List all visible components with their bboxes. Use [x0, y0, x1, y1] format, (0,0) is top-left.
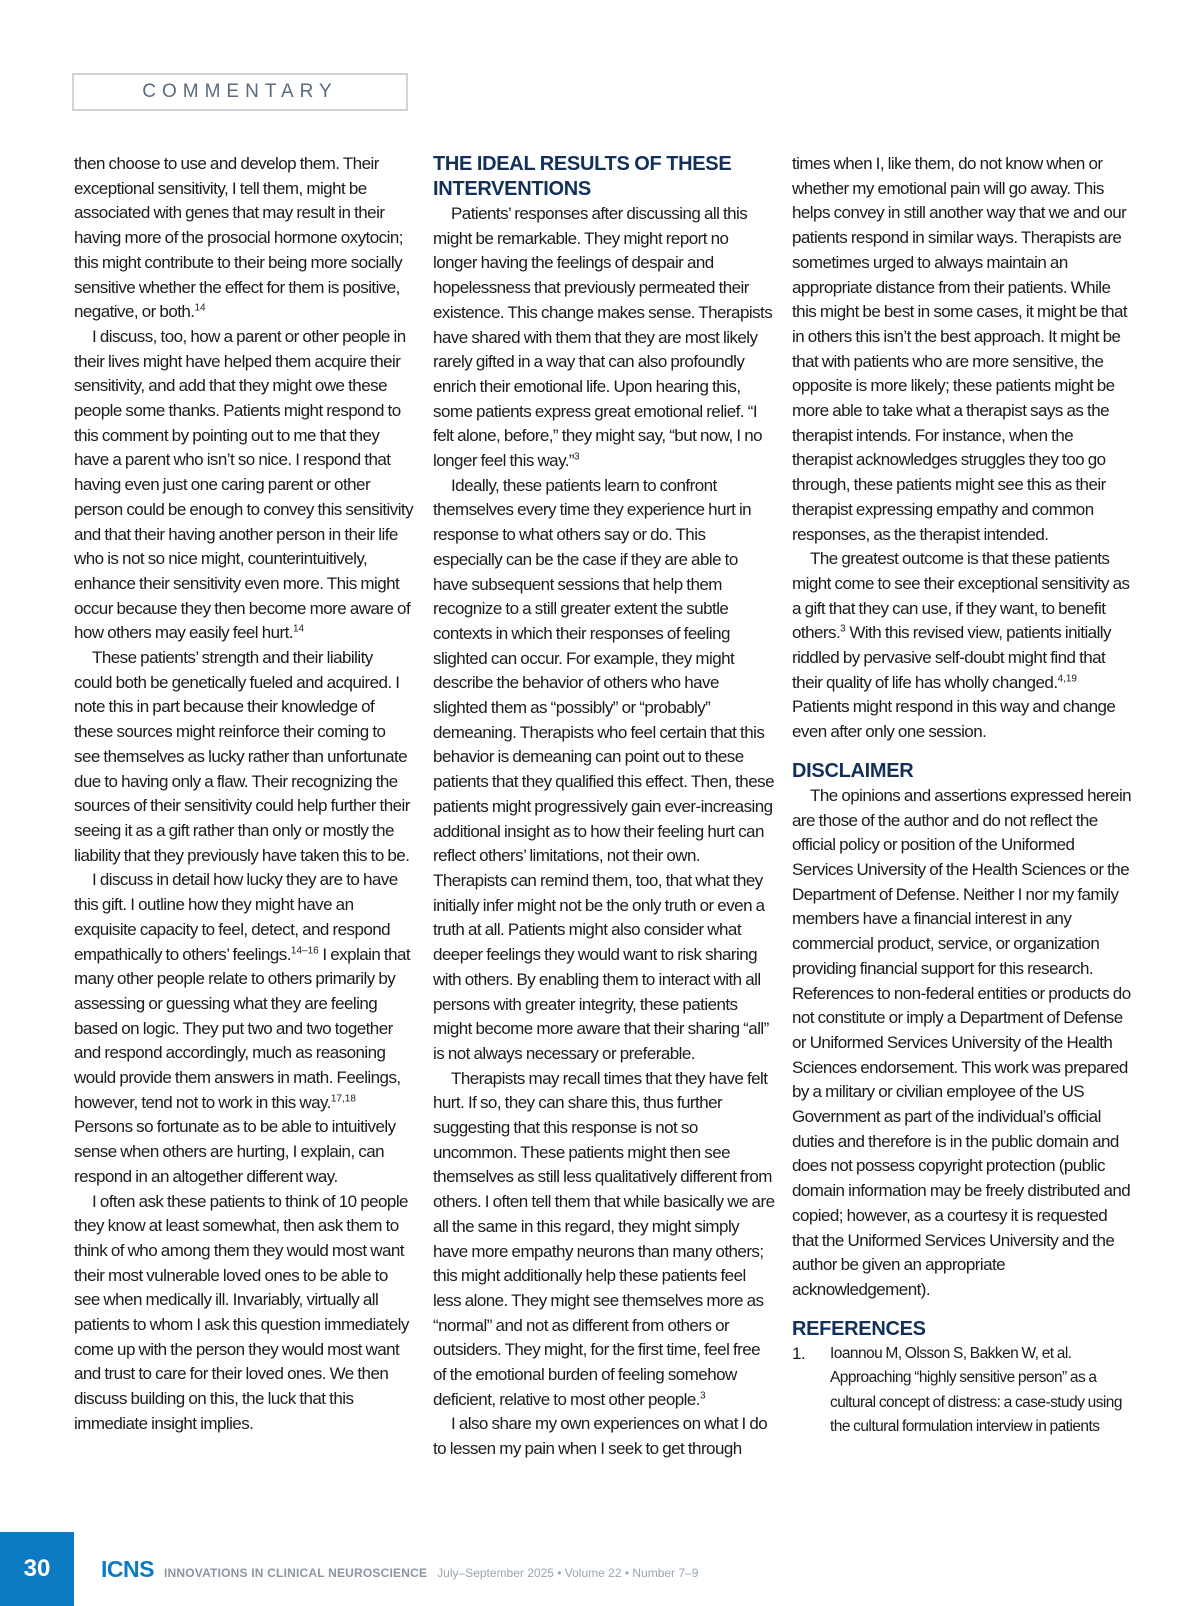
paragraph: I discuss, too, how a parent or other people in their lives might have helped them acquire their sensitivity, and add that they might owe these people some thanks. Patients might respond to this comment by pointing out to me that they have a parent who isn’t so nice. I respond that having even just one caring parent or other person could be enough to convey this sensitivity and that their having another person in their life who is not so nice might, counterintuitively, enhance their sensitivity even more. This might occur because they then become more aware of how others may easily feel hurt.$^{14}$ [74, 326, 414, 643]
references-list [792, 1342, 1132, 1440]
reference-number: 1. [792, 1343, 806, 1363]
page-number: 30 [0, 1532, 74, 1606]
paragraph: I often ask these patients to think of 10 people they know at least somewhat, then ask them to think of who among them they would most want their most vulnerable loved ones to be able to see when medically ill. Invariably, virtually all patients to whom I ask this question immediately come up with the person they would most want and trust to care for their loved ones. We then discuss building on this, the luck that this immediate insight implies. [74, 1191, 409, 1433]
journal-name: INNOVATIONS IN CLINICAL NEUROSCIENCE [163, 1566, 428, 1580]
paragraph: then choose to use and develop them. Their exceptional sensitivity, I tell them, might be associated with genes that may result in their having more of the prosocial hormone oxytocin; this might contribute to their being more socially sensitive whether the effect for them is positive, negative, or both.$^{14}$ [74, 154, 403, 322]
paragraph: Patients’ responses after discussing all this might be remarkable. They might report no longer having the feelings of despair and hopelessness that previously permeated their existence. This change makes sense. Therapists have shared with them that they are most likely rarely gifted in a way that can also profoundly enrich their emotional life. Upon hearing this, some patients express great emotional relief. “I felt alone, before,” they might say, “but now, I no longer feel this way.”$^3$ [433, 204, 773, 471]
section-heading: THE IDEAL RESULTS OF THESE INTERVENTIONS [433, 153, 732, 200]
reference-text: Ioannou M, Olsson S, Bakken W, et al. Approaching “highly sensitive person” as a cultural concept of distress: a case-study using the cultural formulation interview in patients [830, 1344, 1122, 1436]
paragraph: These patients’ strength and their liability could both be genetically fueled and acquired. I note this in part because their knowledge of these sources might reinforce their coming to see themselves as lucky rather than unfortunate due to having only a flaw. Their recognizing the sources of their sensitivity could help further their seeing it as a gift rather than only or mostly the liability that they previously have taken this to be. [74, 648, 410, 865]
paragraph: times when I, like them, do not know when or whether my emotional pain will go away. This helps convey in still another way that we and our patients respond in similar ways. Therapists are sometimes urged to always maintain an appropriate distance from their patients. While this might be best in some cases, it might be that in others this isn’t the best approach. It might be that with patients who are more sensitive, the opposite is more likely; these patients might be more able to take what a therapist says as the therapist intends. For instance, when the therapist acknowledges struggles they too go through, these patients might see this as their therapist expressing empathy and common responses, as the therapist intended. [792, 154, 1128, 544]
journal-logo: ICNS [101, 1556, 154, 1582]
paragraph: I also share my own experiences on what I do to lessen my pain when I seek to get through [433, 1414, 768, 1459]
paragraph: Therapists may recall times that they have felt hurt. If so, they can share this, thus further suggesting that this response is not so uncommon. These patients might then see themselves as still less qualitatively different from others. I often tell them that while basically we are all the same in this regard, they might simply have more empathy neurons than many others; this might additionally help these patients feel less alone. They might see themselves more as “normal” and not as different from others or outsiders. They might, for the first time, feel free of the emotional burden of feeling somehow deficient, relative to most other people.$^3$ [433, 1068, 775, 1409]
paragraph: Ideally, these patients learn to confront themselves every time they experience hurt in response to what others say or do. This especially can be the case if they are able to have subsequent sessions that help them recognize to a still greater extent the subtle contexts in which their responses of feeling slighted can occur. For example, they might describe the behavior of others who have slighted them as “possibly” or “probably” demeaning. Therapists who feel certain that this behavior is demeaning can point out to these patients that they qualified this effect. Then, these patients might progressively gain ever-increasing additional insight as to how their feeling hurt can reflect others’ limitations, not their own. Therapists can remind them, too, that what they initially infer might not be the only truth or even a truth at all. Patients might also consider what deeper feelings they would want to risk sharing with others. By enabling them to interact with all persons with greater integrity, these patients might become more aware that their sharing “all” is not always necessary or preferable. [433, 475, 774, 1063]
disclaimer-heading: DISCLAIMER [792, 759, 914, 782]
paragraph: I discuss in detail how lucky they are to have this gift. I outline how they might have an exquisite capacity to feel, detect, and respond empathically to others’ feelings.$^{14-16}$ I explain that many other people relate to others primarily by assessing or guessing what they are feeling based on logic. They put two and two together and respond accordingly, much as reasoning would provide them answers in math. Feelings, however, tend not to work in this way.$^{17,18}$ Persons so fortunate as to be able to intuitively sense when others are hurting, I explain, can respond in an altogether different way. [74, 870, 411, 1186]
column-2 [433, 152, 775, 1462]
references-heading: REFERENCES [792, 1317, 926, 1340]
section-tag: COMMENTARY [72, 73, 408, 111]
column-3 [792, 152, 1132, 1440]
issue-info: July–September 2025 • Volume 22 • Number 7–9 [437, 1566, 699, 1580]
reference-item [792, 1342, 1132, 1440]
disclaimer-text: The opinions and assertions expressed herein are those of the author and do not reflect the official policy or position of the Uniformed Services University of the Health Sciences or the Department of Defense. Neither I nor my family members have a financial interest in any commercial product, service, or organization providing financial support for this research. References to non-federal entities or products do not constitute or imply a Department of Defense or Uniformed Services University of the Health Sciences endorsement. This work was prepared by a military or civilian employee of the US Government as part of the individual’s official duties and therefore is in the public domain and does not possess copyright protection (public domain information may be freely distributed and copied; however, as a courtesy it is requested that the Uniformed Services University and the author be given an appropriate acknowledgement). [792, 785, 1132, 1299]
paragraph: The greatest outcome is that these patients might come to see their exceptional sensitivity as a gift that they can use, if they want, to benefit others.$^3$ With this revised view, patients initially riddled by pervasive self-doubt might find that their quality of life has wholly changed.$^{4,19}$ Patients might respond in this way and change even after only one session. [792, 549, 1130, 742]
column-1 [74, 152, 414, 1437]
footer [101, 1556, 698, 1582]
